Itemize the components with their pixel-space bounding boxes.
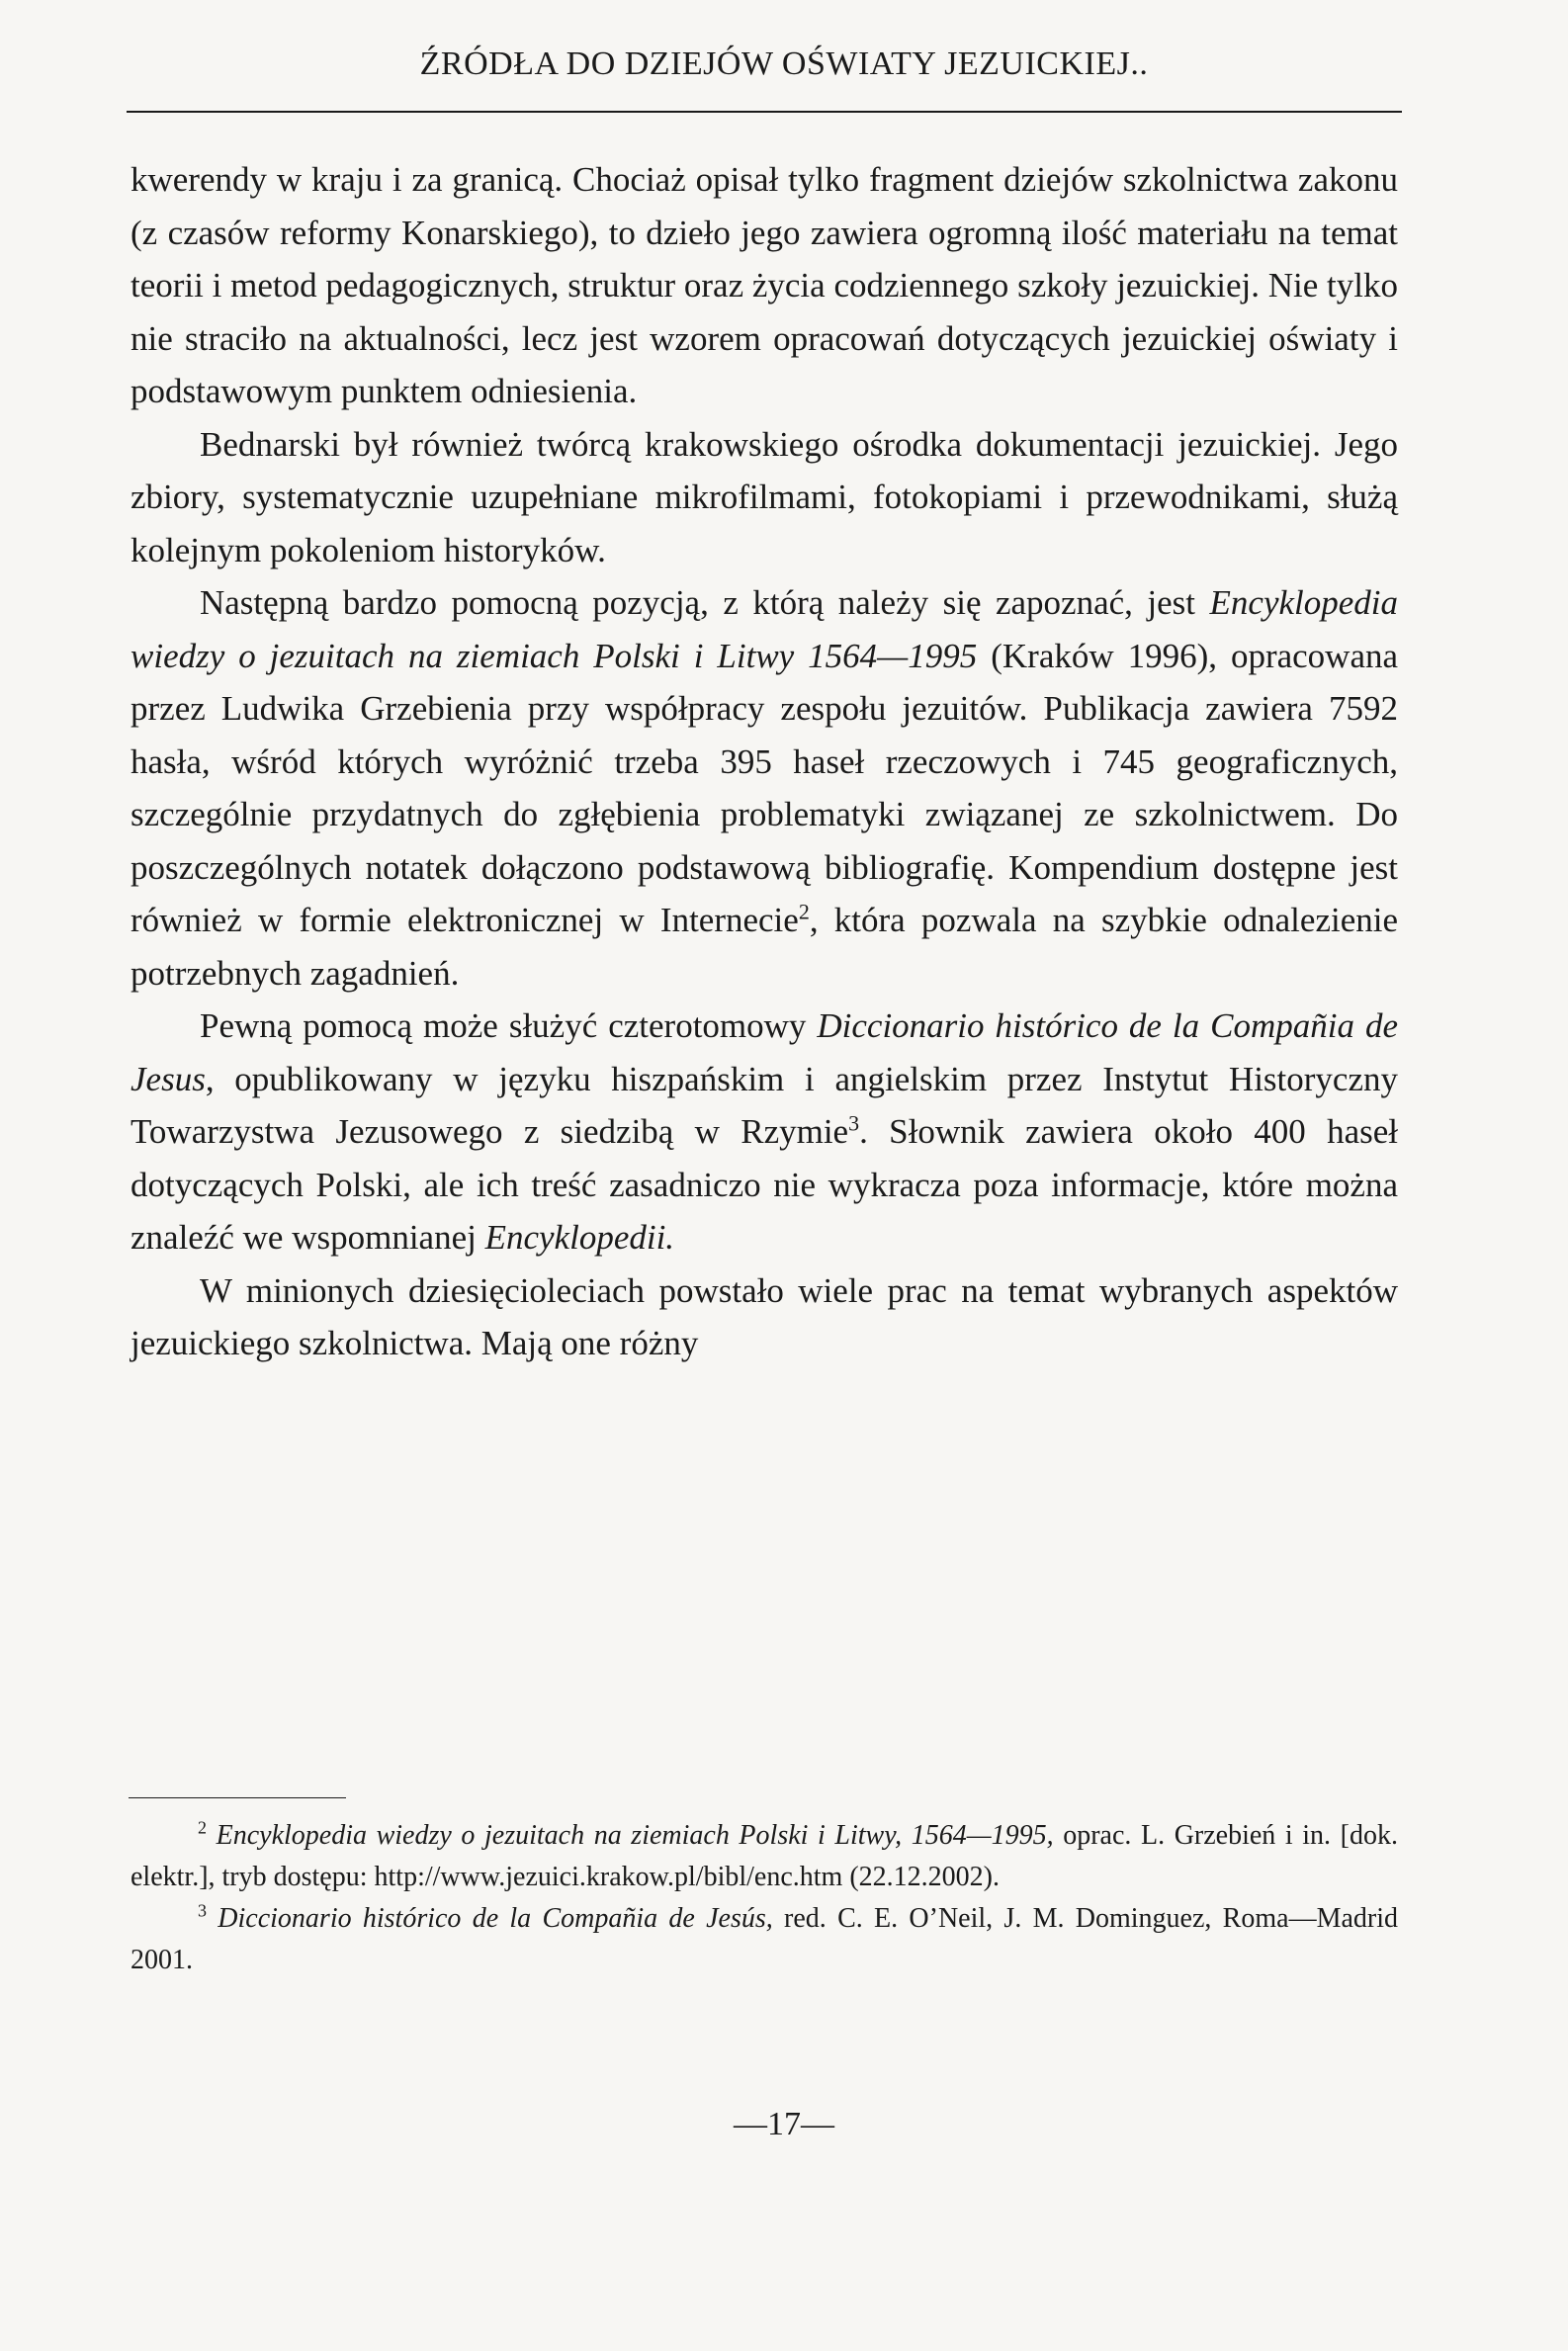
paragraph-4-text-c: . Słownik zawiera około 400 haseł dotyczących Polski, ale ich treść zasadniczo nie wykracza poza informacje, które można znaleźć we wspomnianej (131, 1112, 1398, 1257)
paragraph-4-text-a: Pewną pomocą może służyć czterotomowy (200, 1006, 818, 1045)
footnote-text: oprac. L. Grzebień i in. [dok. elektr.], tryb dostępu: http://www.jezuici.krakow.pl/bibl/enc.htm (22.12.2002). (131, 1820, 1398, 1892)
paragraph-3-text-c: , która pozwala na szybkie odnalezienie potrzebnych zagadnień. (131, 901, 1398, 993)
paragraph-4 (131, 1000, 1398, 1264)
footnote-number: 2 (198, 1817, 207, 1838)
page-number: —17— (734, 2106, 834, 2142)
footnote-text: red. C. E. O’Neil, J. M. Dominguez, Roma—Madrid 2001. (131, 1903, 1398, 1975)
footnotes (131, 1815, 1398, 1981)
paragraph-3 (131, 576, 1398, 1000)
footnote-title: Encyklopedia wiedzy o jezuitach na ziemiach Polski i Litwy, 1564—1995, (216, 1820, 1054, 1851)
footnote-rule (129, 1797, 346, 1798)
diccionario-title: Diccionario histórico de la Compañia de Jesus (131, 1006, 1398, 1098)
paragraph-1: kwerendy w kraju i za granicą. Chociaż opisał tylko fragment dziejów szkolnictwa zakonu (z czasów reformy Konarskiego), to dzieło jego zawiera ogromną ilość materiału na temat teorii i metod pedagogicznych, struktur oraz życia codziennego szkoły jezuickiej. Nie tylko nie straciło na aktualności, lecz jest wzorem opracowań dotyczących jezuickiej oświaty i podstawowym punktem odniesienia. (131, 160, 1398, 410)
footnote-2 (131, 1815, 1398, 1898)
footnote-number: 3 (198, 1900, 207, 1921)
paragraph-3-text-a: Następną bardzo pomocną pozycją, z którą należy się zapoznać, jest (200, 583, 1210, 622)
footnote-title: Diccionario histórico de la Compañia de Jesús, (218, 1903, 773, 1934)
footnote-ref-2: 2 (798, 899, 810, 924)
encyclopedia-title: Encyklopedia wiedzy o jezuitach na ziemiach Polski i Litwy 1564—1995 (131, 583, 1398, 675)
paragraph-2: Bednarski był również twórcą krakowskiego ośrodka dokumentacji jezuickiej. Jego zbiory, systematycznie uzupełniane mikrofilmami, fotokopiami i przewodnikami, służą kolejnym pokoleniom historyków. (131, 424, 1398, 569)
running-header: ŹRÓDŁA DO DZIEJÓW OŚWIATY JEZUICKIEJ.. (419, 45, 1149, 82)
footnote-3 (131, 1898, 1398, 1981)
paragraph-4-text-b: , opublikowany w języku hiszpańskim i angielskim przez Instytut Historyczny Towarzystwa Jezusowego z siedzibą w Rzymie (131, 1059, 1398, 1151)
paragraph-5: W minionych dziesięcioleciach powstało wiele prac na temat wybranych aspektów jezuickiego szkolnictwa. Mają one różny (131, 1270, 1398, 1362)
encyklopedii-title: Encyklopedii. (484, 1218, 675, 1257)
header-rule (127, 111, 1402, 113)
paragraph-3-text-b: (Kraków 1996), opracowana przez Ludwika Grzebienia przy współpracy zespołu jezuitów. Publikacja zawiera 7592 hasła, wśród których wyróżnić trzeba 395 haseł rzeczowych i 745 geograficznych, szczególnie przydatnych do zgłębienia problematyki związanej ze szkolnictwem. Do poszczególnych notatek dołączono podstawową bibliografię. Kompendium dostępne jest również w formie elektronicznej w Internecie (131, 636, 1399, 939)
footnote-ref-3: 3 (848, 1110, 860, 1136)
main-text (131, 153, 1398, 1370)
